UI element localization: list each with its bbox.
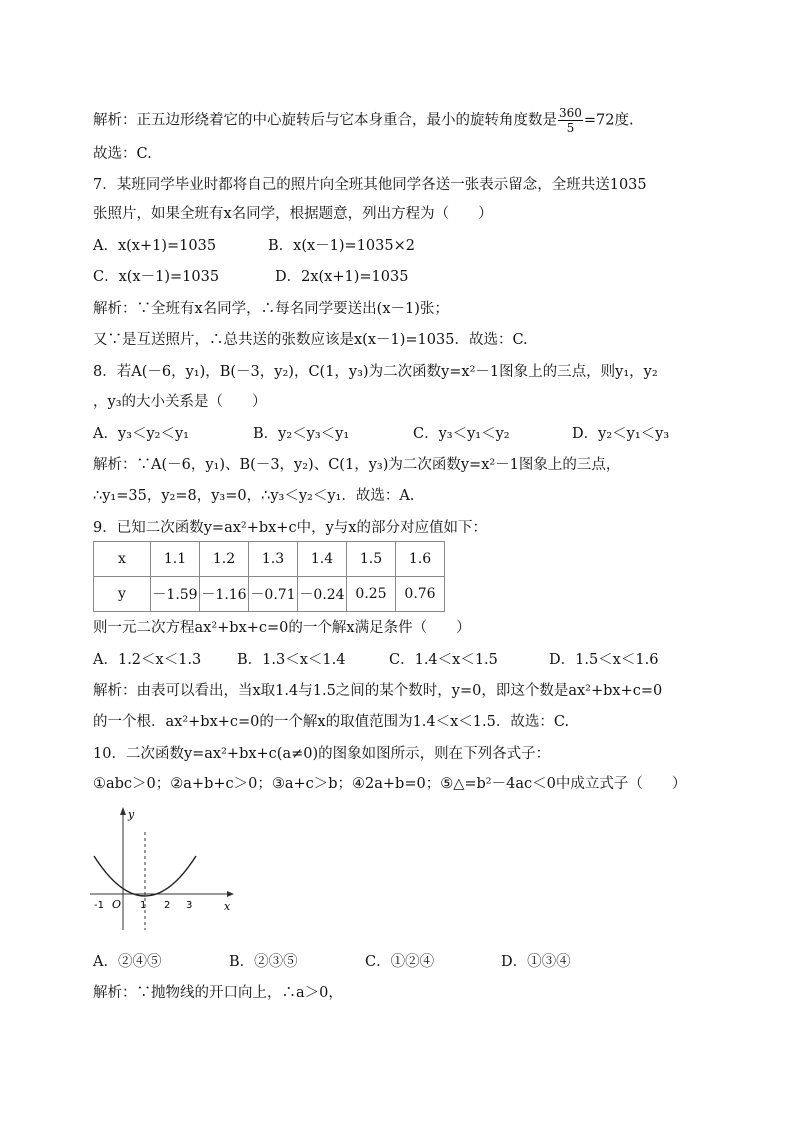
table-cell: 1.4 (298, 542, 347, 577)
table-cell: －1.59 (151, 577, 200, 612)
q10-stem-line1: 10．二次函数y=ax²+bx+c(a≠0)的图象如图所示，则在下列各式子： (93, 746, 551, 762)
q7-option-a: A．x(x+1)=1035 (93, 238, 217, 254)
table-cell: 1.5 (347, 542, 396, 577)
q9-question: 则一元二次方程ax²+bx+c=0的一个解x满足条件（ ） (93, 620, 471, 636)
y-axis-label: y (128, 808, 135, 821)
tick-label-neg1: -1 (94, 900, 104, 911)
q9-option-c: C．1.4＜x＜1.5 (389, 652, 498, 668)
tick-label-1: 1 (140, 900, 147, 911)
q10-analysis-line1: 解析：∵抛物线的开口向上，∴a＞0， (93, 985, 343, 1001)
origin-label: O (112, 898, 122, 911)
q10-option-a: A．②④⑤ (93, 954, 162, 970)
q8-option-c: C．y₃＜y₁＜y₂ (413, 426, 510, 442)
q9-analysis-line1: 解析：由表可以看出，当x取1.4与1.5之间的某个数时，y=0，即这个数是ax²+bx+c=0 (93, 683, 663, 699)
table-row-y (94, 577, 445, 612)
y-axis-arrow (120, 807, 126, 815)
q7-stem-line2: 张照片，如果全班有x名同学，根据题意，列出方程为（ ） (93, 206, 493, 222)
table-cell: 1.2 (200, 542, 249, 577)
q7-option-d: D．2x(x+1)=1035 (275, 269, 409, 285)
q6-fraction-denominator: 5 (566, 121, 575, 135)
q10-option-c: C．①②④ (365, 954, 435, 970)
q6-analysis (93, 106, 634, 135)
x-axis-arrow (227, 891, 234, 897)
table-cell: 1.3 (249, 542, 298, 577)
q7-option-b: B．x(x－1)=1035×2 (268, 238, 415, 254)
table-header-x: x (94, 542, 151, 577)
table-cell: 0.25 (347, 577, 396, 612)
table-cell: －1.16 (200, 577, 249, 612)
q10-stem-line2: ①abc＞0；②a+b+c＞0；③a+c＞b；④2a+b=0；⑤△=b²－4ac＜0中成立式子（ ） (93, 776, 687, 792)
q10-parabola-graph (88, 804, 238, 934)
q7-stem-line1: 7．某班同学毕业时都将自己的照片向全班其他同学各送一张表示留念，全班共送1035 (93, 177, 647, 193)
q6-fraction-numerator: 360 (559, 106, 582, 120)
q9-stem: 9．已知二次函数y=ax²+bx+c中，y与x的部分对应值如下： (93, 520, 487, 536)
q6-fraction (558, 106, 583, 135)
q9-value-table (93, 541, 445, 612)
q9-option-a: A．1.2＜x＜1.3 (93, 652, 202, 668)
q10-option-b: B．②③⑤ (229, 954, 298, 970)
table-cell: －0.24 (298, 577, 347, 612)
q7-option-c: C．x(x－1)=1035 (93, 269, 220, 285)
q8-analysis-line1: 解析：∵A(－6，y₁)、B(－3，y₂)、C(1，y₃)为二次函数y=x²－1图象上的三点， (93, 457, 621, 473)
table-row-x (94, 542, 445, 577)
tick-label-3: 3 (186, 900, 193, 911)
q6-analysis-text: 解析：正五边形绕着它的中心旋转后与它本身重合，最小的旋转角度数是 (93, 112, 557, 129)
q6-analysis-result: =72度. (583, 112, 634, 129)
table-cell: －0.71 (249, 577, 298, 612)
table-cell: 1.1 (151, 542, 200, 577)
x-axis-label: x (224, 900, 231, 913)
table-cell: 1.6 (396, 542, 445, 577)
q9-option-d: D．1.5＜x＜1.6 (549, 652, 659, 668)
q8-option-b: B．y₂＜y₃＜y₁ (253, 426, 350, 442)
table-header-y: y (94, 577, 151, 612)
q9-option-b: B．1.3＜x＜1.4 (237, 652, 346, 668)
q8-stem-line1: 8．若A(－6，y₁)，B(－3，y₂)，C(1，y₃)为二次函数y=x²－1图象上的三点，则y₁，y₂ (93, 364, 658, 380)
q9-analysis-line2: 的一个根．ax²+bx+c=0的一个解x的取值范围为1.4＜x＜1.5．故选：C. (93, 714, 570, 730)
q7-analysis-line2: 又∵是互送照片，∴总共送的张数应该是x(x－1)=1035．故选：C. (93, 332, 528, 348)
tick-label-2: 2 (164, 900, 171, 911)
q6-answer: 故选：C. (93, 146, 152, 162)
table-cell: 0.76 (396, 577, 445, 612)
q8-option-d: D．y₂＜y₁＜y₃ (572, 426, 670, 442)
q8-stem-line2: ，y₃的大小关系是（ ） (93, 394, 267, 410)
q7-analysis-line1: 解析：∵全班有x名同学，∴每名同学要送出(x－1)张； (93, 301, 449, 317)
q8-option-a: A．y₃＜y₂＜y₁ (93, 426, 189, 442)
q10-option-d: D．①③④ (501, 954, 571, 970)
q8-analysis-line2: ∴y₁=35，y₂=8，y₃=0，∴y₃＜y₂＜y₁．故选：A. (93, 488, 415, 504)
